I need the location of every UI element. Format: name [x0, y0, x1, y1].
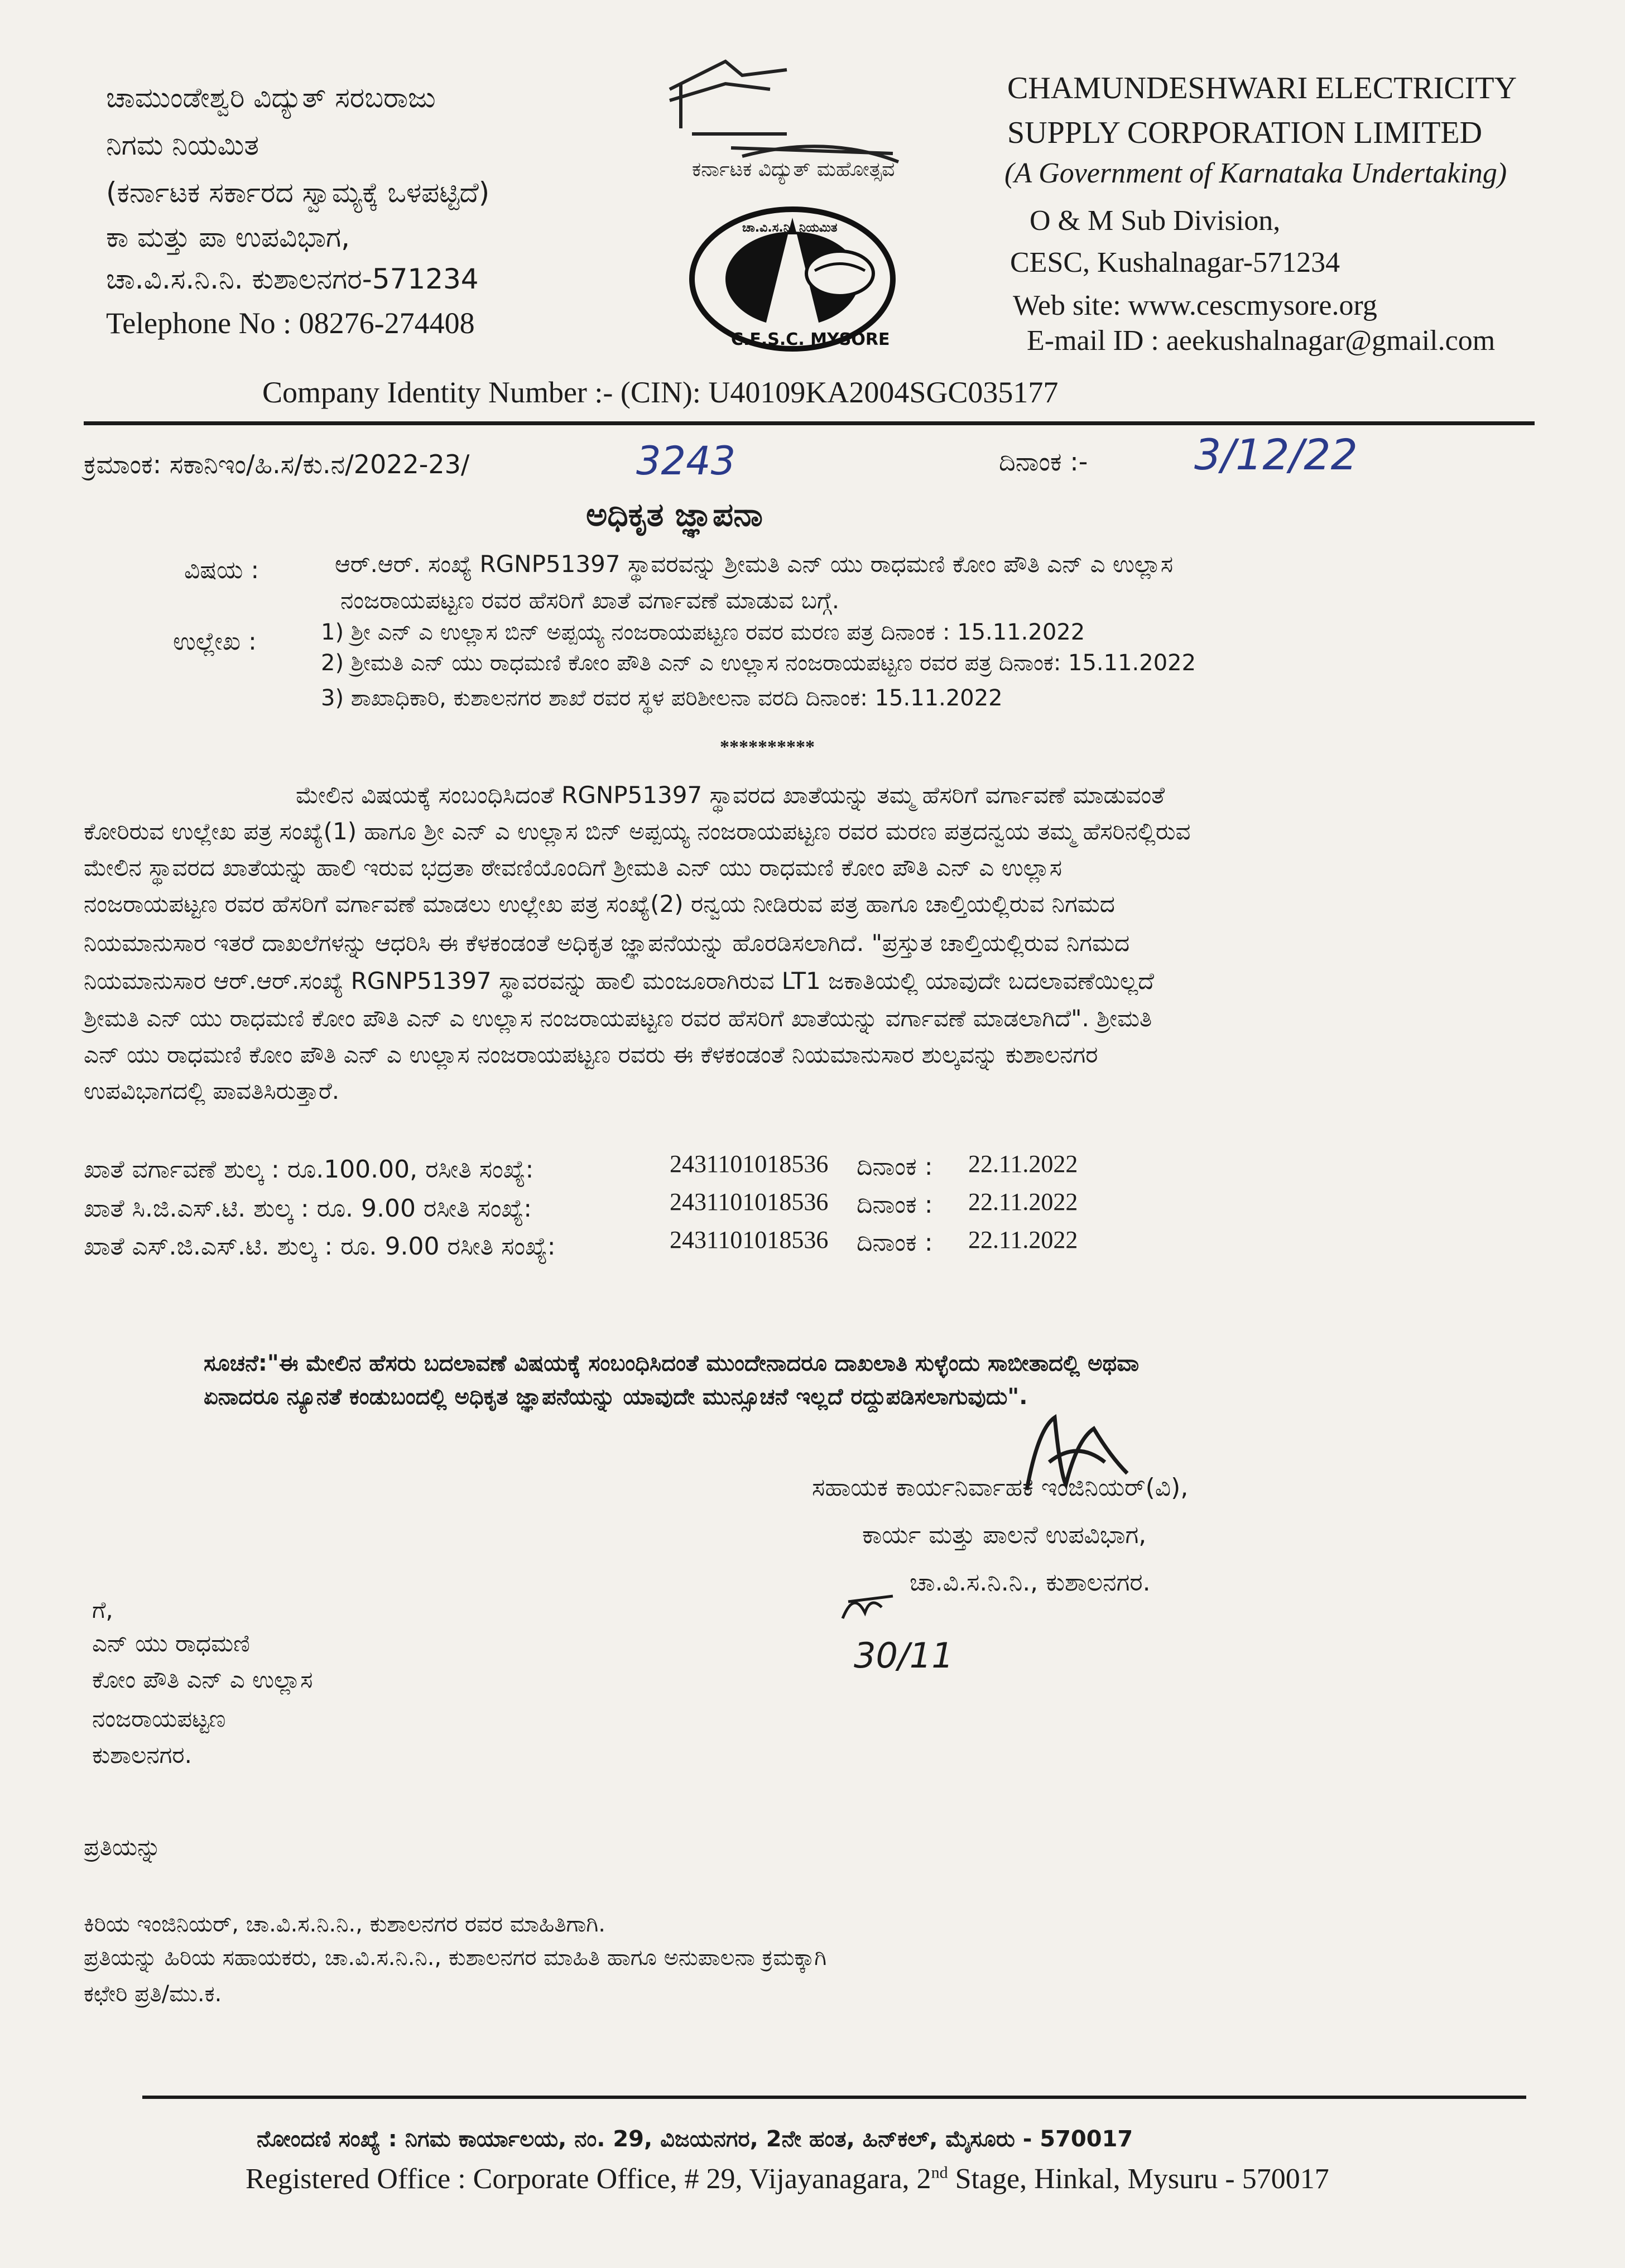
fee-row-3-date-label: ದಿನಾಂಕ :: [857, 1228, 933, 1257]
org-name-en-line1: CHAMUNDESHWARI ELECTRICITY: [1007, 71, 1517, 105]
ref-number-handwritten: 3243: [636, 438, 736, 484]
org-name-en-line3: (A Government of Karnataka Undertaking): [1004, 157, 1507, 189]
cesc-logo-graphic: [658, 50, 926, 363]
body-line-9: ಉಪವಿಭಾಗದಲ್ಲಿ ಪಾವತಿಸಿರುತ್ತಾರೆ.: [84, 1077, 340, 1104]
cesc-logo: [658, 50, 926, 363]
footer-address-en: [246, 2163, 1329, 2195]
fee-row-3-receipt: 2431101018536: [670, 1226, 829, 1253]
fee-row-1-date-label: ದಿನಾಂಕ :: [857, 1152, 933, 1181]
addressee-line-2: ಕೋಂ ಪೌತಿ ಎನ್ ಎ ಉಲ್ಲಾಸ: [92, 1666, 313, 1693]
fee-row-1-date: 22.11.2022: [968, 1150, 1078, 1178]
logo-ring-top-text: ಚಾ.ವಿ.ಸ.ನಿ. ನಿಯಮಿತ: [742, 221, 838, 235]
addressee-line-4: ಕುಶಾಲನಗರ.: [92, 1741, 192, 1769]
memo-title: ಅಧಿಕೃತ ಜ್ಞಾಪನಾ: [586, 496, 763, 534]
body-line-4: ನಂಜರಾಯಪಟ್ಟಣ ರವರ ಹೆಸರಿಗೆ ವರ್ಗಾವಣೆ ಮಾಡಲು ಉಲ್ಲೇಖ ಪತ್ರ ಸಂಖ್ಯೆ(2) ರನ್ವಯ ನೀಡಿರುವ ಪತ್ರ ಹಾಗೂ ಚಾಲ್ತಿಯಲ್ಲಿರುವ ನಿಗಮದ: [84, 890, 1115, 917]
cin-number: Company Identity Number :- (CIN): U40109KA2004SGC035177: [262, 376, 1059, 409]
copy-line-2: ಪ್ರತಿಯನ್ನು ಹಿರಿಯ ಸಹಾಯಕರು, ಚಾ.ವಿ.ಸ.ನಿ.ನಿ., ಕುಶಾಲನಗರ ಮಾಹಿತಿ ಹಾಗೂ ಅನುಪಾಲನಾ ಕ್ರಮಕ್ಕಾಗಿ: [84, 1945, 827, 1971]
subject-line2: ನಂಜರಾಯಪಟ್ಟಣ ರವರ ಹೆಸರಿಗೆ ಖಾತೆ ವರ್ಗಾವಣೆ ಮಾಡುವ ಬಗ್ಗೆ.: [340, 587, 840, 614]
footer-divider: [142, 2096, 1526, 2099]
fee-row-2-receipt: 2431101018536: [670, 1188, 829, 1215]
org-name-kn-line1: ಚಾಮುಂಡೇಶ್ವರಿ ವಿದ್ಯುತ್ ಸರಬರಾಜು: [106, 81, 436, 114]
org-name-kn-line3: (ಕರ್ನಾಟಕ ಸರ್ಕಾರದ ಸ್ವಾಮ್ಯಕ್ಕೆ ಒಳಪಟ್ಟಿದೆ): [106, 176, 490, 209]
signatory-title: ಸಹಾಯಕ ಕಾರ್ಯನಿರ್ವಾಹಕ ಇಂಜಿನಿಯರ್(ವಿ),: [812, 1473, 1189, 1502]
email: E-mail ID : aeekushalnagar@gmail.com: [1027, 325, 1496, 357]
addressee-line-3: ನಂಜರಾಯಪಟ್ಟಣ: [92, 1705, 226, 1732]
signatory-office: ಕಾರ್ಯ ಮತ್ತು ಪಾಲನೆ ಉಪವಿಭಾಗ,: [862, 1521, 1147, 1549]
date-handwritten: 3/12/22: [1194, 430, 1358, 479]
office-address: CESC, Kushalnagar-571234: [1010, 247, 1340, 278]
footer-address-en-part1: Registered Office : Corporate Office, # 29, Vijayanagara, 2: [246, 2163, 931, 2195]
logo-top-text: ಕರ್ನಾಟಕ ವಿದ್ಯುತ್ ಮಹೋತ್ಸವ: [692, 158, 895, 181]
body-line-6: ನಿಯಮಾನುಸಾರ ಆರ್.ಆರ್.ಸಂಖ್ಯೆ RGNP51397 ಸ್ಥಾವರವನ್ನು ಹಾಲಿ ಮಂಜೂರಾಗಿರುವ LT1 ಜಕಾತಿಯಲ್ಲಿ ಯಾವುದೇ ಬದಲಾವಣೆಯಿಲ್ಲದೆ: [84, 967, 1155, 994]
body-line-3: ಮೇಲಿನ ಸ್ಥಾವರದ ಖಾತೆಯನ್ನು ಹಾಲಿ ಇರುವ ಭದ್ರತಾ ಠೇವಣಿಯೊಂದಿಗೆ ಶ್ರೀಮತಿ ಎನ್ ಯು ರಾಧಮಣಿ ಕೋಂ ಪೌತಿ ಎನ್ ಎ ಉಲ್ಲಾಸ: [84, 854, 1062, 881]
addressee-to: ಗೆ,: [92, 1596, 113, 1623]
body-line-7: ಶ್ರೀಮತಿ ಎನ್ ಯು ರಾಧಮಣಿ ಕೋಂ ಪೌತಿ ಎನ್ ಎ ಉಲ್ಲಾಸ ನಂಜರಾಯಪಟ್ಟಣ ರವರ ಹೆಸರಿಗೆ ಖಾತೆಯನ್ನು ವರ್ಗಾವಣೆ ಮಾಡಲಾಗಿದೆ". ಶ್ರೀಮತಿ: [84, 1005, 1152, 1032]
org-name-kn-line5: ಚಾ.ವಿ.ಸ.ನಿ.ನಿ. ಕುಶಾಲನಗರ-571234: [106, 263, 479, 295]
body-line-2: ಕೋರಿರುವ ಉಲ್ಲೇಖ ಪತ್ರ ಸಂಖ್ಯೆ(1) ಹಾಗೂ ಶ್ರೀ ಎನ್ ಎ ಉಲ್ಲಾಸ ಬಿನ್ ಅಪ್ಪಯ್ಯ ನಂಜರಾಯಪಟ್ಟಣ ರವರ ಮರಣ ಪತ್ರದನ್ವಯ ತಮ್ಮ ಹೆಸರಿನಲ್ಲಿರುವ: [84, 818, 1191, 845]
signatory-location: ಚಾ.ವಿ.ಸ.ನಿ.ನಿ., ಕುಶಾಲನಗರ.: [910, 1568, 1151, 1597]
date-label: ದಿನಾಂಕ :-: [999, 446, 1088, 477]
fee-row-2-date-label: ದಿನಾಂಕ :: [857, 1190, 933, 1219]
fee-row-1-label: ಖಾತೆ ವರ್ಗಾವಣೆ ಶುಲ್ಕ : ರೂ.100.00, ರಸೀತಿ ಸಂಖ್ಯೆ:: [84, 1155, 534, 1184]
ref-number-label: ಕ್ರಮಾಂಕ: ಸಕಾನಿಇಂ/ಹಿ.ಸ/ಕು.ನ/2022-23/: [84, 449, 470, 479]
org-name-en-line2: SUPPLY CORPORATION LIMITED: [1007, 116, 1483, 150]
fee-row-1-receipt: 2431101018536: [670, 1150, 829, 1178]
body-line-1: ಮೇಲಿನ ವಿಷಯಕ್ಕೆ ಸಂಬಂಧಿಸಿದಂತೆ RGNP51397 ಸ್ಥಾವರದ ಖಾತೆಯನ್ನು ತಮ್ಮ ಹೆಸರಿಗೆ ವರ್ಗಾವಣೆ ಮಾಡುವಂತೆ: [296, 781, 1165, 809]
copy-label: ಪ್ರತಿಯನ್ನು: [84, 1833, 161, 1861]
note-line-1: ಸೂಚನೆ:"ಈ ಮೇಲಿನ ಹೆಸರು ಬದಲಾವಣೆ ವಿಷಯಕ್ಕೆ ಸಂಬಂಧಿಸಿದಂತೆ ಮುಂದೇನಾದರೂ ದಾಖಲಾತಿ ಸುಳ್ಳೆಂದು ಸಾಬೀತಾದಲ್ಲಿ ಅಥವಾ: [204, 1351, 1140, 1376]
copy-line-1: ಕಿರಿಯ ಇಂಜಿನಿಯರ್, ಚಾ.ವಿ.ಸ.ನಿ.ನಿ., ಕುಶಾಲನಗರ ರವರ ಮಾಹಿತಿಗಾಗಿ.: [84, 1911, 605, 1937]
header-divider: [84, 421, 1535, 425]
reference-item-1: 1) ಶ್ರೀ ಎನ್ ಎ ಉಲ್ಲಾಸ ಬಿನ್ ಅಪ್ಪಯ್ಯ ನಂಜರಾಯಪಟ್ಟಣ ರವರ ಮರಣ ಪತ್ರ ದಿನಾಂಕ : 15.11.2022: [321, 619, 1085, 645]
fee-row-3-label: ಖಾತೆ ಎಸ್.ಜಿ.ಎಸ್.ಟಿ. ಶುಲ್ಕ : ರೂ. 9.00 ರಸೀತಿ ಸಂಖ್ಯೆ:: [84, 1232, 556, 1261]
initials-mark: [837, 1585, 904, 1630]
body-line-5: ನಿಯಮಾನುಸಾರ ಇತರೆ ದಾಖಲೆಗಳನ್ನು ಆಧರಿಸಿ ಈ ಕೆಳಕಂಡಂತೆ ಅಧಿಕೃತ ಜ್ಞಾಪನೆಯನ್ನು ಹೊರಡಿಸಲಾಗಿದೆ. "ಪ್ರಸ್ತುತ ಚಾಲ್ತಿಯಲ್ಲಿರುವ ನಿಗಮದ: [84, 929, 1130, 957]
reference-item-3: 3) ಶಾಖಾಧಿಕಾರಿ, ಕುಶಾಲನಗರ ಶಾಖೆ ರವರ ಸ್ಥಳ ಪರಿಶೀಲನಾ ವರದಿ ದಿನಾಂಕ: 15.11.2022: [321, 685, 1003, 711]
subject-line1: ಆರ್.ಆರ್. ಸಂಖ್ಯೆ RGNP51397 ಸ್ಥಾವರವನ್ನು ಶ್ರೀಮತಿ ಎನ್ ಯು ರಾಧಮಣಿ ಕೋಂ ಪೌತಿ ಎನ್ ಎ ಉಲ್ಲಾಸ: [335, 550, 1174, 578]
telephone: Telephone No : 08276-274408: [106, 306, 475, 340]
logo-ring-bottom-text: C.E.S.C. MYSORE: [731, 330, 890, 349]
website: Web site: www.cescmysore.org: [1013, 290, 1377, 321]
fee-row-2-date: 22.11.2022: [968, 1188, 1078, 1215]
fee-row-3-date: 22.11.2022: [968, 1226, 1078, 1253]
addressee-line-1: ಎನ್ ಯು ರಾಧಮಣಿ: [92, 1630, 250, 1657]
org-name-kn-line2: ನಿಗಮ ನಿಯಮಿತ: [106, 129, 259, 161]
sub-division: O & M Sub Division,: [1030, 205, 1281, 237]
separator-stars: **********: [720, 737, 815, 757]
fee-row-2-label: ಖಾತೆ ಸಿ.ಜಿ.ಎಸ್.ಟಿ. ಶುಲ್ಕ : ರೂ. 9.00 ರಸೀತಿ ಸಂಖ್ಯೆ:: [84, 1194, 532, 1223]
footer-address-en-part2: Stage, Hinkal, Mysuru - 570017: [948, 2163, 1329, 2195]
subject-label: ವಿಷಯ :: [184, 556, 259, 584]
reference-item-2: 2) ಶ್ರೀಮತಿ ಎನ್ ಯು ರಾಧಮಣಿ ಕೋಂ ಪೌತಿ ಎನ್ ಎ ಉಲ್ಲಾಸ ನಂಜರಾಯಪಟ್ಟಣ ರವರ ಪತ್ರ ದಿನಾಂಕ: 15.11.2022: [321, 650, 1196, 676]
initials-date: 30/11: [854, 1635, 954, 1676]
note-line-2: ಏನಾದರೂ ನ್ಯೂನತೆ ಕಂಡುಬಂದಲ್ಲಿ ಅಧಿಕೃತ ಜ್ಞಾಪನೆಯನ್ನು ಯಾವುದೇ ಮುನ್ಸೂಚನೆ ಇಲ್ಲದೆ ರದ್ದುಪಡಿಸಲಾಗುವುದು".: [204, 1384, 1028, 1410]
copy-line-3: ಕಛೇರಿ ಪ್ರತಿ/ಮು.ಕ.: [84, 1981, 222, 2007]
org-name-kn-line4: ಕಾ ಮತ್ತು ಪಾ ಉಪವಿಭಾಗ,: [106, 221, 350, 253]
body-line-8: ಎನ್ ಯು ರಾಧಮಣಿ ಕೋಂ ಪೌತಿ ಎನ್ ಎ ಉಲ್ಲಾಸ ನಂಜರಾಯಪಟ್ಟಣ ರವರು ಈ ಕೆಳಕಂಡಂತೆ ನಿಯಮಾನುಸಾರ ಶುಲ್ಕವನ್ನು ಕುಶಾಲನಗರ: [84, 1041, 1098, 1068]
references-label: ಉಲ್ಲೇಖ :: [173, 627, 257, 656]
footer-address-en-sup: nd: [931, 2163, 948, 2182]
footer-address-kn: ನೋಂದಣಿ ಸಂಖ್ಯೆ : ನಿಗಮ ಕಾರ್ಯಾಲಯ, ನಂ. 29, ವಿಜಯನಗರ, 2ನೇ ಹಂತ, ಹಿನ್‌ಕಲ್, ಮೈಸೂರು - 570017: [257, 2126, 1133, 2152]
